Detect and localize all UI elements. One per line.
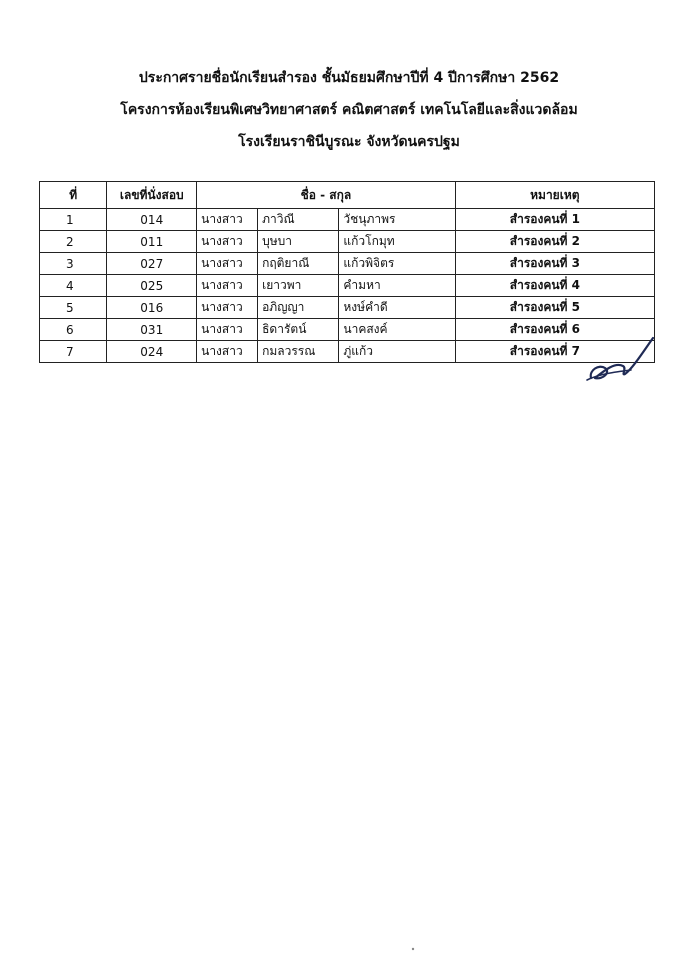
row-no: 6 (40, 319, 107, 341)
row-seat: 014 (107, 209, 197, 231)
header-title: ประกาศรายชื่อนักเรียนสำรอง ชั้นมัธยมศึกษาปีที่ 4 ปีการศึกษา 2562 (138, 70, 560, 86)
row-remark: สำรองคนที่ 2 (455, 231, 654, 253)
row-prefix: นางสาว (197, 209, 258, 231)
table-row (40, 253, 655, 275)
signature-icon (585, 330, 657, 386)
row-last-name: ภู่แก้ว (339, 341, 455, 363)
table-row (40, 209, 655, 231)
row-first-name: กมลวรรณ (258, 341, 339, 363)
reserve-students-table (39, 181, 655, 363)
row-remark: สำรองคนที่ 1 (455, 209, 654, 231)
row-last-name: คำมหา (339, 275, 455, 297)
header-school: โรงเรียนราชินีบูรณะ จังหวัดนครปฐม (238, 134, 460, 150)
row-first-name: บุษบา (258, 231, 339, 253)
table-row (40, 275, 655, 297)
row-seat: 011 (107, 231, 197, 253)
announcement-header (0, 62, 698, 158)
row-first-name: เยาวพา (258, 275, 339, 297)
row-no: 4 (40, 275, 107, 297)
row-first-name: ธิดารัตน์ (258, 319, 339, 341)
header-name: ชื่อ - สกุล (197, 182, 456, 209)
row-remark: สำรองคนที่ 7 (455, 341, 654, 363)
row-prefix: นางสาว (197, 231, 258, 253)
row-remark: สำรองคนที่ 6 (455, 319, 654, 341)
row-no: 5 (40, 297, 107, 319)
row-prefix: นางสาว (197, 297, 258, 319)
header-seat: เลขที่นั่งสอบ (107, 182, 197, 209)
table-row (40, 341, 655, 363)
row-last-name: นาคสงค์ (339, 319, 455, 341)
scan-dot-icon (410, 946, 416, 952)
header-no: ที่ (40, 182, 107, 209)
row-last-name: หงษ์คำดี (339, 297, 455, 319)
table-row (40, 231, 655, 253)
row-seat: 016 (107, 297, 197, 319)
row-prefix: นางสาว (197, 275, 258, 297)
row-remark: สำรองคนที่ 3 (455, 253, 654, 275)
row-no: 1 (40, 209, 107, 231)
row-first-name: ภาวิณี (258, 209, 339, 231)
table-row (40, 297, 655, 319)
row-seat: 024 (107, 341, 197, 363)
row-remark: สำรองคนที่ 4 (455, 275, 654, 297)
row-last-name: แก้วพิจิตร (339, 253, 455, 275)
row-first-name: กฤติยาณี (258, 253, 339, 275)
row-remark: สำรองคนที่ 5 (455, 297, 654, 319)
row-seat: 025 (107, 275, 197, 297)
header-remark: หมายเหตุ (455, 182, 654, 209)
row-prefix: นางสาว (197, 341, 258, 363)
row-prefix: นางสาว (197, 253, 258, 275)
row-no: 2 (40, 231, 107, 253)
row-prefix: นางสาว (197, 319, 258, 341)
row-seat: 027 (107, 253, 197, 275)
table-row (40, 319, 655, 341)
row-no: 3 (40, 253, 107, 275)
table-header-row (40, 182, 655, 209)
row-last-name: แก้วโกมุท (339, 231, 455, 253)
row-seat: 031 (107, 319, 197, 341)
header-program: โครงการห้องเรียนพิเศษวิทยาศาสตร์ คณิตศาสตร์ เทคโนโลยีและสิ่งแวดล้อม (120, 102, 578, 118)
row-no: 7 (40, 341, 107, 363)
row-first-name: อภิญญา (258, 297, 339, 319)
row-last-name: วัชนุภาพร (339, 209, 455, 231)
